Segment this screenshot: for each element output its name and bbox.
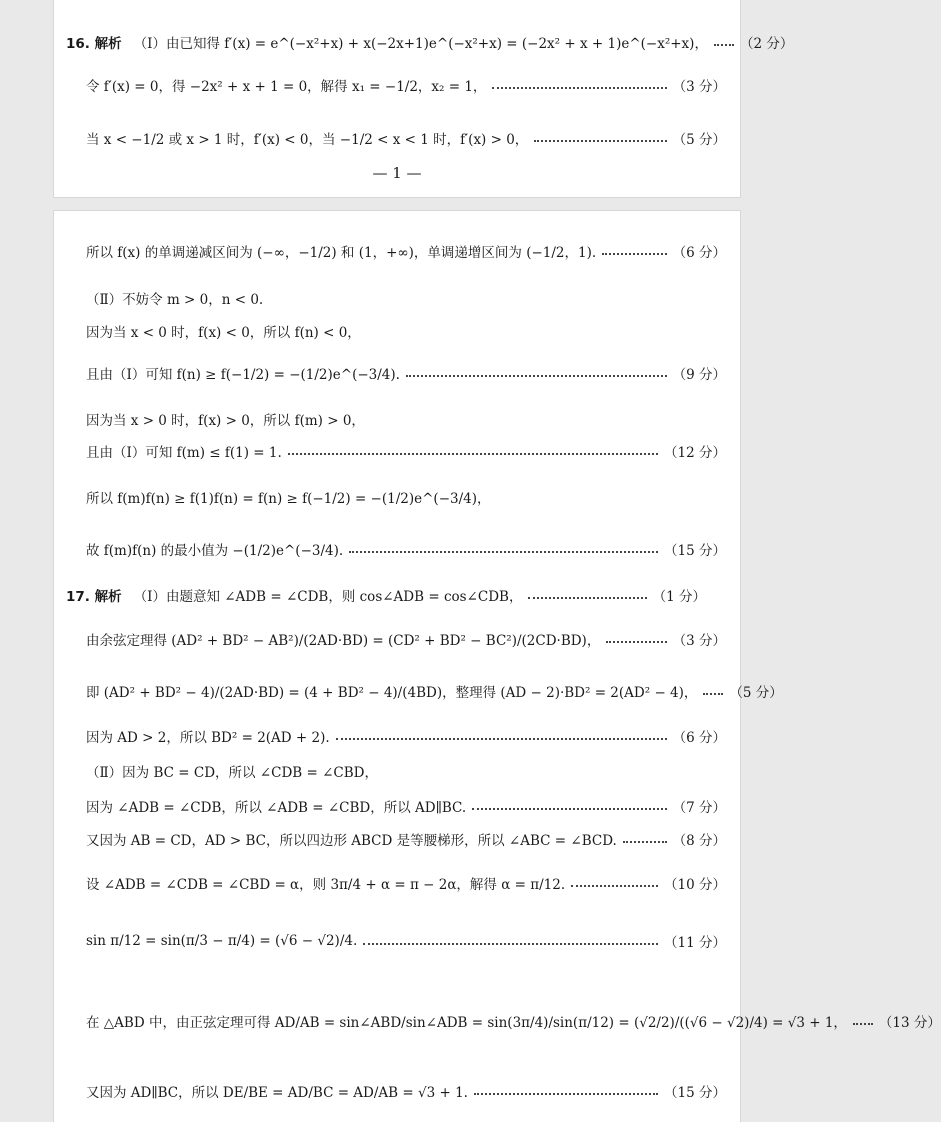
leader-dots	[406, 375, 667, 377]
solution-text: 即 (AD² + BD² − 4)/(2AD·BD) = (4 + BD² − 4)/(4BD)，整理得 (AD − 2)·BD² = 2(AD² − 4)，	[86, 685, 698, 701]
solution-text: sin π/12 = sin(π/3 − π/4) = (√6 − √2)/4.	[86, 933, 358, 949]
score: （15 分）	[664, 543, 726, 559]
solution-text: 所以 f(x) 的单调递减区间为 (−∞，−1/2) 和 (1，+∞)，单调递增区间为 (−1/2，1).	[86, 245, 597, 261]
score: （11 分）	[664, 935, 726, 951]
answer-sheet-page-1	[53, 0, 794, 198]
solution-line	[86, 441, 726, 461]
score: （15 分）	[664, 1085, 726, 1101]
score: （3 分）	[672, 79, 726, 95]
score: （3 分）	[672, 633, 726, 649]
page-number: — 1 —	[372, 164, 422, 182]
score: （8 分）	[672, 833, 726, 849]
score: （2 分）	[739, 36, 794, 52]
solution-line	[86, 681, 783, 701]
solution-text: （Ⅰ）由题意知 ∠ADB = ∠CDB，则 cos∠ADB = cos∠CDB，	[133, 589, 523, 605]
leader-dots	[623, 841, 667, 843]
solution-text: 令 f′(x) = 0，得 −2x² + x + 1 = 0，解得 x₁ = −1/2，x₂ = 1，	[86, 79, 487, 95]
solution-line	[66, 585, 706, 605]
leader-dots	[602, 253, 666, 255]
solution-text: （Ⅱ）不妨令 m > 0，n < 0.	[86, 292, 264, 308]
score: （1 分）	[652, 589, 706, 605]
score: （7 分）	[672, 800, 726, 816]
problem-number: 17. 解析	[66, 589, 122, 605]
solution-text: 因为 AD > 2，所以 BD² = 2(AD + 2).	[86, 730, 330, 746]
leader-dots	[492, 87, 666, 89]
score: （5 分）	[672, 132, 726, 148]
score: （10 分）	[664, 877, 726, 893]
solution-text: 因为当 x < 0 时，f(x) < 0，所以 f(n) < 0，	[86, 325, 361, 341]
answer-sheet-page-2	[53, 210, 941, 1122]
score: （6 分）	[672, 730, 726, 746]
solution-line	[86, 539, 726, 559]
solution-line	[86, 487, 726, 507]
solution-line	[86, 1081, 726, 1101]
score: （6 分）	[672, 245, 726, 261]
solution-line	[86, 1011, 941, 1031]
solution-line	[86, 761, 726, 781]
solution-line	[86, 931, 726, 951]
solution-text: 在 △ABD 中，由正弦定理可得 AD/AB = sin∠ABD/sin∠ADB = sin(3π/4)/sin(π/12) = (√2/2)/((√6 − √2)/4) = √3 + 1，	[86, 1015, 847, 1031]
solution-line	[86, 629, 726, 649]
solution-text: 且由（Ⅰ）可知 f(m) ≤ f(1) = 1.	[86, 445, 282, 461]
leader-dots	[714, 44, 734, 46]
solution-text: 当 x < −1/2 或 x > 1 时，f′(x) < 0，当 −1/2 < x < 1 时，f′(x) > 0，	[86, 132, 529, 148]
leader-dots	[606, 641, 666, 643]
leader-dots	[474, 1093, 658, 1095]
solution-text: 设 ∠ADB = ∠CDB = ∠CBD = α，则 3π/4 + α = π − 2α，解得 α = π/12.	[86, 877, 566, 893]
solution-text: 因为当 x > 0 时，f(x) > 0，所以 f(m) > 0，	[86, 413, 365, 429]
solution-text: 因为 ∠ADB = ∠CDB，所以 ∠ADB = ∠CBD，所以 AD∥BC.	[86, 800, 467, 816]
leader-dots	[571, 885, 658, 887]
solution-line	[86, 829, 726, 849]
solution-text: （Ⅱ）因为 BC = CD，所以 ∠CDB = ∠CBD，	[86, 765, 378, 781]
solution-line	[86, 128, 726, 148]
solution-text: 由余弦定理得 (AD² + BD² − AB²)/(2AD·BD) = (CD² + BD² − BC²)/(2CD·BD)，	[86, 633, 601, 649]
solution-text: 又因为 AB = CD，AD > BC，所以四边形 ABCD 是等腰梯形，所以 ∠ABC = ∠BCD.	[86, 833, 617, 849]
solution-text: （Ⅰ）由已知得 f′(x) = e^(−x²+x) + x(−2x+1)e^(−x²+x) = (−2x² + x + 1)e^(−x²+x)，	[133, 36, 708, 52]
solution-text: 所以 f(m)f(n) ≥ f(1)f(n) = f(n) ≥ f(−1/2) = −(1/2)e^(−3/4)，	[86, 491, 491, 507]
solution-text: 故 f(m)f(n) 的最小值为 −(1/2)e^(−3/4).	[86, 543, 344, 559]
leader-dots	[336, 738, 667, 740]
solution-line	[86, 288, 726, 308]
leader-dots	[288, 453, 658, 455]
score: （12 分）	[664, 445, 726, 461]
solution-text: 又因为 AD∥BC，所以 DE/BE = AD/BC = AD/AB = √3 + 1.	[86, 1085, 468, 1101]
leader-dots	[703, 693, 723, 695]
solution-line	[86, 409, 726, 429]
solution-line	[86, 321, 726, 341]
solution-text: 且由（Ⅰ）可知 f(n) ≥ f(−1/2) = −(1/2)e^(−3/4).	[86, 367, 400, 383]
solution-line	[86, 796, 726, 816]
solution-line	[86, 726, 726, 746]
score: （5 分）	[729, 685, 783, 701]
leader-dots	[472, 808, 666, 810]
solution-line	[86, 873, 726, 893]
solution-line	[66, 32, 794, 52]
score: （13 分）	[878, 1015, 941, 1031]
score: （9 分）	[672, 367, 726, 383]
leader-dots	[528, 597, 646, 599]
leader-dots	[349, 551, 658, 553]
solution-line	[86, 75, 726, 95]
solution-line	[86, 363, 726, 383]
leader-dots	[534, 140, 666, 142]
solution-line	[86, 241, 726, 261]
leader-dots	[363, 943, 658, 945]
problem-number: 16. 解析	[66, 36, 122, 52]
leader-dots	[853, 1023, 873, 1025]
